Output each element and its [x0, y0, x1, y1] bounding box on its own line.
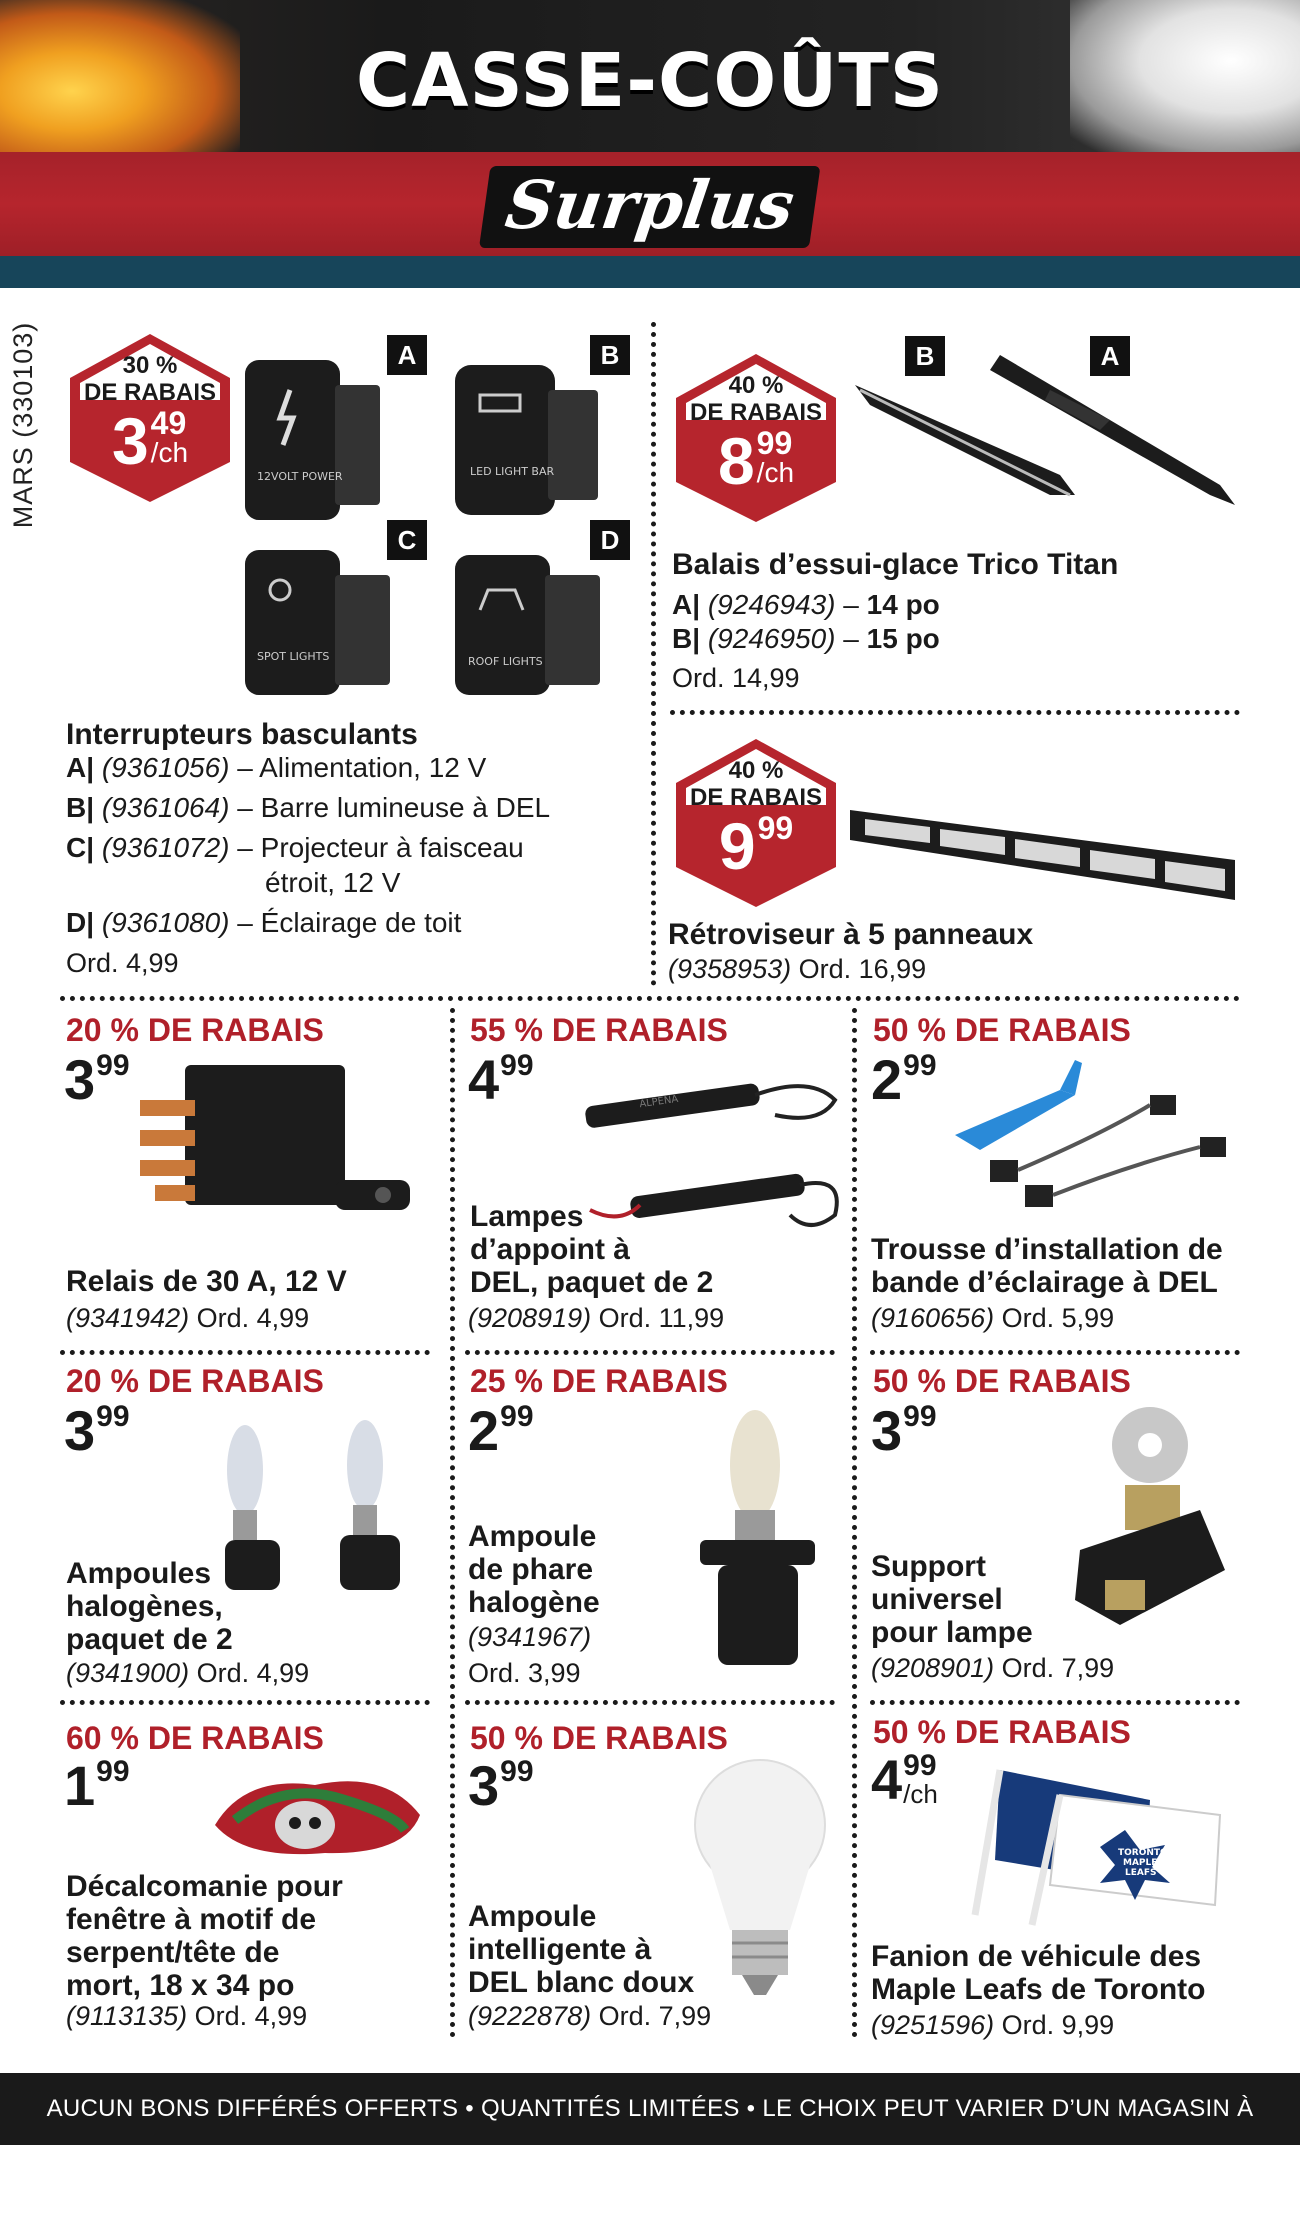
price-badge-switches — [62, 330, 238, 506]
tag-c: C — [387, 520, 427, 560]
led-strips-sku-line — [468, 1302, 724, 1334]
flyer-code: MARS (330103) — [8, 321, 38, 529]
price-unit: /ch — [903, 1779, 938, 1809]
decal-sku-line — [66, 2000, 307, 2032]
dash-c: – — [237, 832, 253, 863]
desc-a: Alimentation, 12 V — [259, 752, 487, 783]
price-halogen-2pack — [64, 1399, 130, 1462]
name-line: d’appoint à — [470, 1233, 630, 1266]
dash-a: – — [843, 589, 859, 620]
regular-price-lamp-support: Ord. 7,99 — [1001, 1653, 1115, 1683]
key-b: B| — [66, 792, 95, 823]
regular-price-switches: Ord. 4,99 — [66, 948, 179, 978]
product-name-headlight-bulb — [468, 1520, 600, 1619]
smart-led-bulb-image — [690, 1755, 830, 2005]
name-line: DEL blanc doux — [468, 1966, 695, 1999]
name-line: paquet de 2 — [66, 1623, 233, 1656]
tag-a: A — [387, 335, 427, 375]
footer-disclaimer: AUCUN BONS DIFFÉRÉS OFFERTS • QUANTITÉS LIMITÉES • LE CHOIX PEUT VARIER D’UN MAGASIN À L’AUTRE — [0, 2073, 1300, 2145]
price-cents: 49 — [150, 405, 187, 441]
sku-line-d — [66, 906, 461, 940]
price-flag — [871, 1748, 938, 1811]
name-line: Maple Leafs de Toronto — [871, 1973, 1206, 2006]
price-cents: 99 — [903, 1400, 937, 1433]
price-cents: 99 — [756, 425, 793, 461]
name-line: Relais de 30 A, 12 V — [66, 1265, 347, 1298]
sku-halogen-2pack: (9341900) — [66, 1658, 190, 1688]
divider-row2-col1 — [60, 1700, 430, 1705]
price-dollars: 4 — [871, 1748, 903, 1811]
divider-row1-col1 — [60, 1350, 430, 1355]
sku-b: (9246950) — [707, 623, 836, 654]
price-cents: 99 — [500, 1049, 534, 1082]
rocker-switch-b-image — [440, 360, 610, 530]
badge-label: DE RABAIS — [689, 784, 822, 811]
price-led-strips — [468, 1048, 534, 1111]
badge-percent: 40 % — [728, 372, 784, 399]
price-badge-wipers — [668, 350, 844, 526]
name-line: Ampoule — [468, 1520, 597, 1553]
discount-label-led-strips: 55 % DE RABAIS — [470, 1012, 728, 1048]
install-kit-image — [950, 1055, 1240, 1215]
price-dollars: 8 — [717, 424, 755, 498]
key-d: D| — [66, 907, 95, 938]
badge-price — [668, 809, 844, 883]
name-line: universel — [871, 1583, 1003, 1616]
size-b: 15 po — [866, 623, 940, 654]
install-kit-sku-line — [871, 1302, 1114, 1334]
flyer-header — [0, 0, 1300, 290]
smart-bulb-sku-line — [468, 2000, 711, 2032]
rocker-switch-d-image — [440, 550, 610, 700]
desc-d: Éclairage de toit — [260, 907, 462, 938]
divider-grid-col2 — [852, 1008, 857, 2038]
sku-led-strips: (9208919) — [468, 1303, 592, 1333]
header-teal-band — [0, 256, 1300, 288]
name-line: de phare — [468, 1553, 594, 1586]
badge-percent: 40 % — [728, 757, 784, 784]
rocker-switch-c-image — [235, 545, 405, 705]
strip-brand: ALPENA — [638, 1093, 680, 1111]
regular-price-decal: Ord. 4,99 — [194, 2001, 308, 2031]
discount-label-decal: 60 % DE RABAIS — [66, 1720, 324, 1756]
halogen-2pack-sku-line — [66, 1657, 309, 1689]
price-dollars: 2 — [871, 1048, 903, 1111]
name-line: fenêtre à motif de — [66, 1903, 317, 1936]
size-a: 14 po — [866, 589, 940, 620]
price-decal — [64, 1754, 130, 1817]
divider-row2-col3 — [870, 1700, 1240, 1705]
price-cents: 99 — [96, 1400, 130, 1433]
dash-b: – — [237, 792, 253, 823]
section-title — [0, 166, 1305, 244]
dash-a: – — [237, 752, 253, 783]
product-name-mirror: Rétroviseur à 5 panneaux — [668, 918, 1034, 951]
price-cents: 99 — [903, 1049, 937, 1082]
switch-b-label: LED LIGHT BAR — [470, 465, 555, 478]
wiper-line-b — [672, 622, 940, 656]
price-unit: /ch — [756, 457, 795, 488]
price-unit: /ch — [150, 437, 189, 468]
regular-price-halogen-2pack: Ord. 4,99 — [196, 1658, 310, 1688]
divider-row1-col2 — [465, 1350, 835, 1355]
key-a: A| — [66, 752, 95, 783]
price-dollars: 3 — [111, 404, 149, 478]
discount-label-flag: 50 % DE RABAIS — [873, 1714, 1131, 1750]
page-title: CASSE-COÛTS — [355, 38, 945, 124]
name-line: intelligente à — [468, 1933, 652, 1966]
five-panel-mirror-image — [845, 805, 1245, 915]
name-line: Ampoules — [66, 1557, 212, 1590]
price-dollars: 4 — [468, 1048, 500, 1111]
name-line: halogènes, — [66, 1590, 223, 1623]
badge-label: DE RABAIS — [83, 379, 216, 406]
price-dollars: 2 — [468, 1399, 500, 1462]
sku-line-c — [66, 831, 524, 865]
tag-b: B — [590, 335, 630, 375]
flag-text-1: TORONTO — [1118, 1848, 1168, 1858]
badge-percent: 30 % — [122, 352, 178, 379]
price-cents: 99 — [500, 1400, 534, 1433]
regular-price-headlight-bulb: Ord. 3,99 — [468, 1658, 581, 1688]
price-smart-bulb — [468, 1754, 534, 1817]
rocker-switch-a-image — [235, 350, 395, 535]
product-name-switches: Interrupteurs basculants — [66, 718, 418, 751]
product-name-wipers: Balais d’essui-glace Trico Titan — [672, 548, 1119, 581]
headlight-bulb-image — [690, 1400, 830, 1680]
flag-text-2: MAPLE — [1123, 1858, 1158, 1868]
regular-price-mirror: Ord. 16,99 — [798, 954, 927, 984]
desc-c: Projecteur à faisceau — [260, 832, 524, 863]
product-name-relay — [66, 1265, 347, 1298]
sku-relay: (9341942) — [66, 1303, 190, 1333]
name-line: Lampes — [470, 1200, 584, 1233]
discount-label-install-kit: 50 % DE RABAIS — [873, 1012, 1131, 1048]
price-cents: 99 — [96, 1755, 130, 1788]
product-name-install-kit — [871, 1233, 1223, 1299]
product-name-decal — [66, 1870, 343, 2002]
price-cents: 99 — [903, 1749, 937, 1782]
price-cents: 99 — [96, 1049, 130, 1082]
dash-d: – — [237, 907, 253, 938]
product-name-lamp-support — [871, 1550, 1033, 1649]
badge-price — [62, 404, 238, 478]
price-dollars: 3 — [871, 1399, 903, 1462]
sku-install-kit: (9160656) — [871, 1303, 995, 1333]
wiper-blades-image — [850, 345, 1240, 535]
discount-label-lamp-support: 50 % DE RABAIS — [873, 1363, 1131, 1399]
product-name-led-strips — [470, 1200, 713, 1299]
headlight-bulb-sku — [468, 1621, 591, 1653]
lamp-support-image — [1060, 1400, 1240, 1645]
wiper-line-a — [672, 588, 940, 622]
sku-a: (9361056) — [101, 752, 230, 783]
key-a: A| — [672, 589, 701, 620]
name-line: Décalcomanie pour — [66, 1870, 343, 1903]
price-dollars: 3 — [468, 1754, 500, 1817]
dash-b: – — [843, 623, 859, 654]
price-install-kit — [871, 1048, 937, 1111]
divider-row2-col2 — [465, 1700, 835, 1705]
name-line: bande d’éclairage à DEL — [871, 1266, 1218, 1299]
price-dollars: 9 — [718, 809, 756, 883]
regular-price-install-kit: Ord. 5,99 — [1001, 1303, 1115, 1333]
surplus-label: Surplus — [479, 166, 821, 248]
name-line: mort, 18 x 34 po — [66, 1969, 295, 2002]
discount-label-relay: 20 % DE RABAIS — [66, 1012, 324, 1048]
sku-line-b — [66, 791, 550, 825]
sku-lamp-support: (9208901) — [871, 1653, 995, 1683]
name-line: serpent/tête de — [66, 1936, 280, 1969]
sku-d: (9361080) — [101, 907, 230, 938]
price-badge-mirror — [668, 735, 844, 911]
desc-b: Barre lumineuse à DEL — [260, 792, 551, 823]
flag-sku-line — [871, 2009, 1114, 2041]
tag-wiper-b: B — [905, 336, 945, 376]
badge-label: DE RABAIS — [689, 399, 822, 426]
price-cents: 99 — [500, 1755, 534, 1788]
switch-c-label: SPOT LIGHTS — [257, 650, 330, 663]
mirror-sku-line — [668, 953, 926, 985]
regular-price-wipers: Ord. 14,99 — [672, 663, 800, 693]
desc-c-line2: étroit, 12 V — [265, 867, 401, 898]
sku-c: (9361072) — [101, 832, 230, 863]
price-headlight-bulb — [468, 1399, 534, 1462]
halogen-bulbs-pack-image — [215, 1410, 435, 1610]
badge-price — [668, 424, 844, 498]
flag-text-3: LEAFS — [1125, 1868, 1157, 1878]
sku-smart-bulb: (9222878) — [468, 2001, 592, 2031]
tag-wiper-a: A — [1090, 336, 1130, 376]
sku-line-a — [66, 751, 486, 785]
sku-decal: (9113135) — [66, 2001, 188, 2031]
sku-b: (9361064) — [101, 792, 230, 823]
name-line: Support — [871, 1550, 986, 1583]
discount-label-halogen-2pack: 20 % DE RABAIS — [66, 1363, 324, 1399]
maple-leafs-flag-image — [940, 1755, 1235, 1930]
name-line: Fanion de véhicule des — [871, 1940, 1202, 1973]
switch-a-label: 12VOLT POWER — [257, 470, 343, 483]
price-lamp-support — [871, 1399, 937, 1462]
name-line: DEL, paquet de 2 — [470, 1266, 714, 1299]
skull-snake-decal-image — [205, 1765, 430, 1865]
divider-row1-col3 — [870, 1350, 1240, 1355]
sku-mirror: (9358953) — [668, 954, 792, 984]
sku-headlight-bulb: (9341967) — [468, 1622, 592, 1652]
lamp-support-sku-line — [871, 1652, 1114, 1684]
sku-flag: (9251596) — [871, 2010, 995, 2040]
regular-price-led-strips: Ord. 11,99 — [598, 1303, 725, 1333]
divider-right-top — [670, 710, 1240, 715]
relay-sku-line — [66, 1302, 309, 1334]
tag-d: D — [590, 520, 630, 560]
price-relay — [64, 1048, 130, 1111]
product-name-halogen-2pack — [66, 1557, 233, 1656]
price-dollars: 3 — [64, 1399, 96, 1462]
key-c: C| — [66, 832, 95, 863]
price-cents: 99 — [757, 810, 794, 846]
product-name-smart-bulb — [468, 1900, 694, 1999]
divider-vertical-top — [651, 322, 656, 986]
sku-a: (9246943) — [707, 589, 836, 620]
switch-d-label: ROOF LIGHTS — [468, 655, 543, 668]
key-b: B| — [672, 623, 701, 654]
regular-price-relay: Ord. 4,99 — [196, 1303, 310, 1333]
price-dollars: 1 — [64, 1754, 96, 1817]
discount-label-headlight-bulb: 25 % DE RABAIS — [470, 1363, 728, 1399]
name-line: Ampoule — [468, 1900, 597, 1933]
relay-image — [135, 1055, 415, 1230]
name-line: pour lampe — [871, 1616, 1033, 1649]
divider-main — [60, 996, 1240, 1001]
product-name-flag — [871, 1940, 1205, 2006]
discount-label-smart-bulb: 50 % DE RABAIS — [470, 1720, 728, 1756]
divider-grid-col1 — [450, 1008, 455, 2038]
regular-price-smart-bulb: Ord. 7,99 — [598, 2001, 712, 2031]
name-line: Trousse d’installation de — [871, 1233, 1223, 1266]
regular-price-flag: Ord. 9,99 — [1001, 2010, 1115, 2040]
price-dollars: 3 — [64, 1048, 96, 1111]
name-line: halogène — [468, 1586, 600, 1619]
